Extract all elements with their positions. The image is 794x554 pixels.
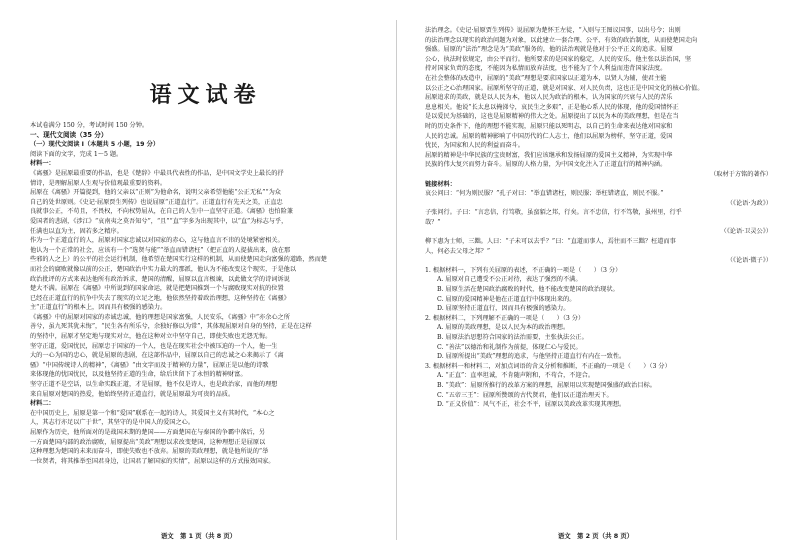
paragraph-line: 善兮，虽九死其犹未悔”，“民生各有所乐兮，余独好修以为常”，其体现屈原对自身的坚持，正是在这样 bbox=[30, 323, 312, 331]
paragraph-line: 楚大不满。屈原在《离骚》中所说到的国家命运，就是把楚国推到一个与腐败现实对抗的位置 bbox=[30, 285, 284, 293]
paragraph-line: 一方面楚国内部的政治腐败，屈原提出“美政”理想以求改变楚国，这种理想正是屈原以 bbox=[30, 438, 266, 446]
link-material-line: （《论语·为政》） bbox=[726, 199, 772, 207]
question-3-options bbox=[425, 371, 772, 409]
material-2-label: 材料二： bbox=[30, 400, 55, 408]
exam-page-2 bbox=[397, 0, 794, 554]
paragraph-line: 屈原的精神是中华民族的宝贵财富，我们应该继承和发扬屈原的爱国主义精神，为实现中华 bbox=[425, 151, 673, 159]
paragraph-line: 来体现他的忧国忧民，以及他坚持正道的生命，给后世留下了永恒的精神财富。 bbox=[30, 371, 247, 379]
answer-option: C. “善法”以德治和礼制作为前提，体现仁心与爱民。 bbox=[437, 343, 582, 351]
paragraph-line: 持对国家负责的态度，不能因为私情而放弃法度，也不能为了个人利益而违背国家法度。 bbox=[425, 65, 667, 73]
question-2: 2. 根据材料二，下列理解不正确的一项是（ ）（3 分） bbox=[425, 314, 585, 322]
question-1: 1. 根据材料一，下列有关屈原的表述，不正确的一项是（ ）（3 分） bbox=[425, 266, 622, 274]
paragraph-line: 屈原在《离骚》开篇提到，他的父亲以“正则”为他命名，说明父亲希望他能“公正无私”“为众 bbox=[30, 189, 281, 197]
paragraph-line: 在社会整体的改造中，屈原的“美政”理想是要求国家以正道为本，以贤人为辅，使君主能 bbox=[425, 74, 667, 82]
paragraph-line: 已经在正道直行的抗争中失去了现实的立足之地，他依然坚持着政治理想，这种坚持在《离骚》 bbox=[30, 294, 290, 302]
paragraph-line: 良就事公正，不苟且，不畏权，不向权势屈从，在自己的人生中一直坚守正道。《离骚》也怕险兼 bbox=[30, 208, 293, 216]
paragraph-line: 来自屈原对楚国的热爱，他始终坚持正道直行，就是屈原最为可贵的品质。 bbox=[30, 390, 235, 398]
section-heading: 一、现代文阅读（35 分） bbox=[30, 130, 108, 139]
answer-option: B. 屈原生活在楚国政治腐败的时代，他不能改变楚国的政治现状。 bbox=[437, 286, 619, 294]
paragraph-line: 情诗，是理解屈原人生观与价值观最重要的资料。 bbox=[30, 179, 167, 187]
question-1-options bbox=[425, 275, 772, 313]
answer-option: D. “正义价值”：风气不正，社会不平，屈原以美政改革实现其理想。 bbox=[437, 401, 626, 409]
link-material-line: 人，何必去父母之邦？” bbox=[425, 247, 491, 255]
paragraph-line: 人民的忠诚。屈原的精神影响了中国历代的仁人志士，他们以屈原为榜样，坚守正道，爱国 bbox=[425, 132, 673, 140]
question-2-options bbox=[425, 323, 772, 361]
paragraph-line: 主“正道直行”的根本上，因而具有极强的感染力。 bbox=[30, 304, 167, 312]
paragraph-line: 以公正之心治理国家。屈原所坚守的正道，就是对国家、对人民负责，这也正是中国文化的核心价值。 bbox=[425, 84, 704, 92]
material-1-text bbox=[30, 169, 381, 399]
paragraph-line: 在中国历史上，屈原是第一个和“爱国”联系在一起的诗人，其爱国主义有其时代，“本心之 bbox=[30, 409, 275, 417]
paragraph-line: 时的历史条件下，他的理想不能实现，屈原只能以死明志，以自己的生命来表达他对国家和 bbox=[425, 122, 673, 130]
paragraph-line: 政治批评的方式来表达他所有政治诉求，楚国的清醒，屈原以直言极谏，以此做文学的诗词诉说 bbox=[30, 275, 290, 283]
paragraph-line: 息息相关。他说“长太息以掩涕兮，哀民生之多艰”，正是他心系人民的体现，他的爱国情怀正 bbox=[425, 103, 679, 111]
exam-info: 本试卷满分 150 分，考试时间 150 分钟。 bbox=[30, 122, 149, 129]
link-material-line: 哀公问曰：“何为则民服？”孔子对曰：“举直错诸枉，则民服；举枉错诸直，则民不服。” bbox=[425, 190, 664, 198]
paragraph-line: 人，其志行亦足以广于世”，其坚守的是中国人的爱国之心。 bbox=[30, 419, 195, 427]
exam-title: 语文试卷 bbox=[149, 83, 262, 108]
paragraph-line: 爱国者的悲剧，《涉江》“哀南夷之莫吾知兮”，“且”“直”字多为出现其中，以“直”为标志与乎， bbox=[30, 217, 288, 225]
answer-option: B. 屈原法治思想符合国家的法治需要，主张执法公正。 bbox=[437, 334, 588, 341]
paragraph-line: 他认为一个正常的社会，应该有一个“选贤与能”“举直而错诸枉”（把正直的人提拔出来，放在那 bbox=[30, 246, 291, 254]
paragraph-line: 屈原追求的美政，就是以人民为本，他以人民为政治的根本，认为国家的兴衰与人民的苦乐 bbox=[425, 94, 673, 102]
paragraph-line: 法治理念。《史记·屈原贾生列传》说屈原为楚怀王左徒，“入则与王图议国事，以出号令；出则 bbox=[425, 27, 681, 34]
link-material-line: （《论语·卫灵公》） bbox=[720, 228, 772, 236]
answer-option: C. 屈原的爱国精神是他在正道直行中体现出来的。 bbox=[437, 295, 576, 303]
paragraph-line: 坚守正道不是空话，以生命实践正道，才是屈原，他不仅是诗人，也是政治家，而他的理想 bbox=[30, 381, 278, 389]
paragraph-line: 坚守正道，爱国忧民，屈原忠于国家的一个人，也是在现实社会中被压迫的一个人，他一生 bbox=[30, 342, 278, 350]
link-material-line: （《论语·微子》） bbox=[726, 257, 772, 265]
answer-option: A. 屈原对自己遭受不公正对待，表达了强烈的不满。 bbox=[437, 276, 582, 284]
question-3: 3. 根据材料一和材料二，对加点词语的含义分析和推断，不正确的一项是（ ）（3 分） bbox=[425, 362, 671, 370]
paragraph-line: 一位贤者，将其推举至国君身边，让国君了解国家的实情”，屈原以这样的方式报效国家。 bbox=[30, 457, 275, 465]
paragraph-line: 的坚持中，屈原才坚定地与现实对立，他在这种对立中坚守自己，即使失败也无怨无悔。 bbox=[30, 333, 272, 341]
paragraph-line: 些邪的人之上）的公平的社会运行机制，他希望在楚国实行这样的机制，从而使楚国走向富强的道路，然而楚 bbox=[30, 256, 327, 264]
link-material-line: 柳下惠为士师，三黜。人曰：“子未可以去乎？”曰：“直道而事人，焉往而不三黜？枉道而事 bbox=[425, 238, 676, 246]
paragraph-line: 《离骚》是屈原最重要的作品，也是《楚辞》中最具代表性的作品，是中国文学史上最长的抒 bbox=[30, 169, 284, 177]
paragraph-line: 这种理想为楚国的未来而奋斗，即使失败也不放弃。屈原的美政理想，就是他所说的“举 bbox=[30, 448, 269, 456]
link-material-label: 链接材料： bbox=[425, 180, 456, 188]
paragraph-line: 大的一心为国的忠心，就是屈原的悲剧，在这部作品中，屈原以自己的忠诚之心来揭示了《离 bbox=[30, 352, 284, 360]
answer-option: C. “五帝三王”：屈原所赞颂的古代贤君，他们以正道治理天下。 bbox=[437, 391, 613, 399]
subsection-heading: （一）现代文阅读 I（本题共 5 小题，19 分） bbox=[30, 141, 160, 149]
paragraph-line: 《离骚》中的屈原对国家的赤诚忠诚，他的理想是国家富强，人民安乐，《离骚》中“亦余心之所 bbox=[30, 313, 290, 321]
material-2-text bbox=[30, 409, 381, 467]
paragraph-line: 公心，执法时依规定，由公平而行。他所要求的是国家的稳定，人民的安乐，他主张以法治国，坚 bbox=[425, 55, 692, 63]
answer-option: A. “正直”：直率坦诚，不肯随声附和，不苟合，不迎合。 bbox=[437, 372, 595, 380]
paragraph-line: 强盛。屈原的“法治”理念是为“美政”服务的，他的法治观就是他对于公平正义的追求。屈原 bbox=[425, 46, 673, 54]
paragraph-line: 屈原作为历史，他所面对的是战国末期的楚国——方面楚国在与秦国的争霸中落后，另 bbox=[30, 429, 266, 436]
paragraph-line: 骚》“中国传统诗人的精神”，《离骚》“由文字而及于精神的力量”，屈原正是以他的诗歌 bbox=[30, 361, 269, 369]
material-2-continued bbox=[425, 26, 772, 170]
page-1-footer: 语文 第 1 页（共 8 页） bbox=[160, 532, 237, 540]
answer-option: D. 屈原所提出“美政”理想的追求，与他坚持正道直行有内在一致性。 bbox=[437, 353, 626, 361]
answer-option: A. 屈原的美政理想，是以人民为本的政治理想。 bbox=[437, 324, 570, 332]
paragraph-line: 忧民，为国家和人民的利益而奋斗。 bbox=[425, 142, 524, 150]
paragraph-line: 作为一个正道直行的人，屈原对国家忠诚以对国家的赤心，这与他直言不讳的处境紧密相关。 bbox=[30, 237, 284, 245]
paragraph-line: 任满也以直为主，固若多之精序。 bbox=[30, 227, 123, 235]
answer-option: B. “美政”：屈原所推行的改革方案的理想，屈原用以实现楚国强盛的政治目标。 bbox=[437, 381, 656, 389]
link-material-text bbox=[425, 189, 772, 266]
link-material-line: 子张问行。子曰：“言忠信，行笃敬，虽蛮貊之邦，行矣。言不忠信，行不笃敬，虽州里，行乎 bbox=[425, 209, 682, 217]
paragraph-line: 是以爱民为基础的，这也是屈原精神的伟大之处。屈原提出了以民为本的美政理想，但是在当 bbox=[425, 113, 679, 121]
answer-option: D. 屈原坚持正道直行，因而具有极强的感染力。 bbox=[437, 305, 570, 313]
material-1-label: 材料一： bbox=[30, 160, 55, 168]
paragraph-line: 民族的伟大复兴而努力奋斗。屈原的人格力量，为中国文化注入了正道直行的精神内涵。 bbox=[425, 161, 667, 169]
paragraph-line: 自己的处世原则。《史记·屈原贾生列传》也说屈原“正道直行”。正道直行有先天之美，正直忠 bbox=[30, 198, 283, 206]
paragraph-line: 的法治理念以现实的政治问题为对象，以此建立一套合理、公平、有效的政治制度，从而使楚国走向 bbox=[425, 36, 698, 44]
reading-instruction: 阅读下面的文字，完成 1～5 题。 bbox=[30, 150, 123, 158]
material-source: （取材于方铭的著作） bbox=[710, 170, 772, 178]
link-material-line: 哉？” bbox=[425, 218, 441, 226]
paragraph-line: 而社会的腐败就像以前的公正，楚国政治中实力最大的那派，他认为不能改变这个现实，于是他以 bbox=[30, 265, 297, 273]
page-2-footer: 语文 第 2 页（共 8 页） bbox=[557, 532, 634, 540]
